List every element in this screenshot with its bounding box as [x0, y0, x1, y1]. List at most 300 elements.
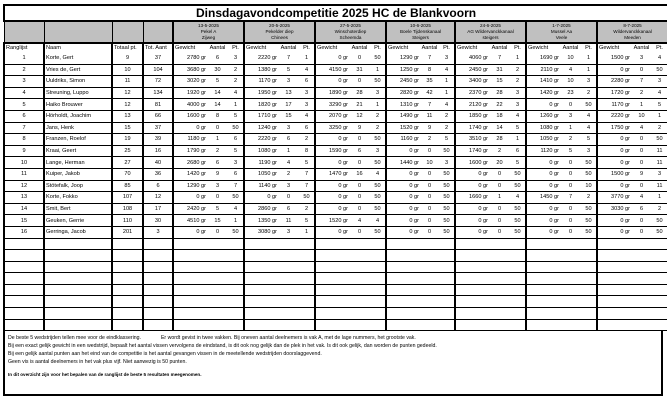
weight-cell: 0 gr	[455, 203, 489, 215]
weight-cell: 1180 gr	[173, 134, 207, 146]
weight-cell: 2220 gr	[244, 53, 278, 64]
points-cell: 50	[228, 226, 244, 238]
points-cell: 1	[510, 53, 526, 64]
empty-cell	[4, 284, 44, 296]
weight-cell: 1350 gr	[244, 215, 278, 227]
count-cell: 1	[278, 145, 299, 157]
points-cell: 50	[439, 180, 455, 192]
points-cell: 50	[370, 226, 386, 238]
table-row	[4, 122, 667, 134]
points-cell: 5	[299, 215, 315, 227]
weight-cell: 1050 gr	[526, 134, 560, 146]
table-row	[4, 64, 667, 76]
empty-cell	[44, 308, 112, 320]
total-count-cell: 3	[143, 226, 173, 238]
empty-cell	[455, 250, 526, 262]
weight-cell: 0 gr	[455, 180, 489, 192]
empty-cell	[4, 261, 44, 273]
empty-row	[4, 261, 667, 273]
points-cell: 3	[228, 53, 244, 64]
weight-cell: 1740 gr	[455, 145, 489, 157]
count-cell: 7	[278, 53, 299, 64]
count-cell: 6	[207, 53, 228, 64]
count-cell: 6	[631, 203, 652, 215]
col-name: Naam	[44, 43, 112, 53]
match-header	[173, 21, 244, 43]
weight-cell: 1720 gr	[597, 87, 631, 99]
empty-row	[4, 284, 667, 296]
match-date: 24-6-2025	[480, 23, 501, 28]
points-cell: 50	[299, 192, 315, 204]
weight-cell: 1490 gr	[386, 110, 420, 122]
points-cell: 50	[510, 226, 526, 238]
empty-cell	[143, 296, 173, 308]
weight-cell: 1740 gr	[455, 122, 489, 134]
weight-cell: 1420 gr	[526, 87, 560, 99]
points-cell: 5	[299, 157, 315, 169]
empty-cell	[173, 261, 244, 273]
col-weight: Gewicht	[597, 43, 631, 53]
points-cell: 50	[510, 215, 526, 227]
col-weight: Gewicht	[173, 43, 207, 53]
count-cell: 31	[489, 64, 510, 76]
col-count: Aantal	[631, 43, 652, 53]
count-cell: 3	[631, 53, 652, 64]
points-cell: 1	[370, 99, 386, 111]
points-cell: 1	[581, 64, 597, 76]
col-points: Pt.	[299, 43, 315, 53]
empty-cell	[44, 261, 112, 273]
note-best-five: De beste 5 wedstrijden tellen mee voor de eindklassering.	[8, 335, 141, 342]
rank-cell: 3	[4, 76, 44, 88]
points-cell: 50	[510, 180, 526, 192]
points-cell: 50	[581, 203, 597, 215]
points-cell: 2	[228, 76, 244, 88]
total-count-cell: 72	[143, 76, 173, 88]
points-cell: 1	[370, 64, 386, 76]
count-cell: 0	[349, 157, 370, 169]
match-location: Steigers	[412, 35, 429, 40]
match-location: steigers	[482, 35, 499, 40]
col-count: Aantal	[560, 43, 581, 53]
weight-cell: 0 gr	[173, 122, 207, 134]
rank-cell: 14	[4, 203, 44, 215]
weight-cell: 0 gr	[386, 226, 420, 238]
points-cell: 1	[510, 134, 526, 146]
count-cell: 0	[560, 203, 581, 215]
weight-cell: 3510 gr	[455, 134, 489, 146]
match-location: Winschoterdiep	[334, 29, 367, 34]
rank-cell: 8	[4, 134, 44, 146]
col-weight: Gewicht	[315, 43, 349, 53]
rank-cell: 15	[4, 215, 44, 227]
empty-row	[4, 319, 667, 331]
weight-cell: 0 gr	[315, 192, 349, 204]
weight-cell: 2420 gr	[173, 203, 207, 215]
points-cell: 3	[439, 157, 455, 169]
rank-cell: 12	[4, 180, 44, 192]
weight-cell: 1290 gr	[386, 53, 420, 64]
points-cell: 5	[439, 134, 455, 146]
points-cell: 50	[510, 203, 526, 215]
empty-cell	[173, 284, 244, 296]
table-row	[4, 53, 667, 64]
points-cell: 3	[581, 76, 597, 88]
match-location: Zijweg	[201, 35, 216, 40]
count-cell: 15	[278, 110, 299, 122]
points-cell: 50	[439, 215, 455, 227]
count-cell: 0	[349, 180, 370, 192]
empty-cell	[112, 261, 143, 273]
count-cell: 20	[489, 157, 510, 169]
weight-cell: 0 gr	[597, 64, 631, 76]
count-cell: 0	[631, 226, 652, 238]
empty-cell	[597, 273, 667, 285]
weight-cell: 0 gr	[597, 180, 631, 192]
empty-cell	[315, 296, 386, 308]
empty-cell	[526, 296, 597, 308]
count-cell: 14	[207, 99, 228, 111]
weight-cell: 0 gr	[315, 203, 349, 215]
col-points: Pt.	[228, 43, 244, 53]
points-cell: 50	[652, 215, 667, 227]
rank-cell: 9	[4, 145, 44, 157]
count-cell: 0	[207, 226, 228, 238]
empty-cell	[173, 308, 244, 320]
total-count-cell: 81	[143, 99, 173, 111]
weight-cell: 0 gr	[315, 134, 349, 146]
rank-cell: 11	[4, 168, 44, 180]
empty-cell	[112, 319, 143, 331]
col-total-count: Tot. Aant	[143, 43, 173, 53]
empty-cell	[112, 238, 143, 250]
count-cell: 3	[278, 76, 299, 88]
count-cell: 35	[420, 76, 439, 88]
points-cell: 50	[439, 168, 455, 180]
points-cell: 50	[439, 192, 455, 204]
points-cell: 1	[299, 53, 315, 64]
points-cell: 6	[299, 122, 315, 134]
weight-cell: 0 gr	[315, 53, 349, 64]
count-cell: 0	[420, 215, 439, 227]
weight-cell: 0 gr	[526, 157, 560, 169]
name-cell: Lange, Herman	[44, 157, 112, 169]
count-cell: 5	[207, 203, 228, 215]
points-cell: 11	[652, 145, 667, 157]
count-cell: 3	[560, 110, 581, 122]
col-weight: Gewicht	[386, 43, 420, 53]
total-count-cell: 134	[143, 87, 173, 99]
count-cell: 0	[349, 192, 370, 204]
points-cell: 4	[228, 203, 244, 215]
empty-cell	[44, 250, 112, 262]
empty-cell	[4, 296, 44, 308]
match-header	[386, 21, 455, 43]
empty-cell	[173, 296, 244, 308]
points-cell: 50	[370, 203, 386, 215]
weight-cell: 1600 gr	[455, 157, 489, 169]
empty-cell	[386, 238, 455, 250]
weight-cell: 1590 gr	[315, 145, 349, 157]
empty-row	[4, 308, 667, 320]
weight-cell: 0 gr	[173, 226, 207, 238]
match-location: Mussel Aa	[550, 29, 573, 34]
count-cell: 9	[420, 122, 439, 134]
empty-cell	[44, 284, 112, 296]
empty-cell	[4, 238, 44, 250]
name-cell: Uuldriks, Simon	[44, 76, 112, 88]
points-cell: 3	[510, 87, 526, 99]
points-cell: 2	[299, 203, 315, 215]
col-points: Pt.	[439, 43, 455, 53]
count-cell: 11	[420, 110, 439, 122]
points-cell: 5	[581, 134, 597, 146]
col-points: Pt.	[581, 43, 597, 53]
weight-cell: 1310 gr	[386, 99, 420, 111]
total-points-cell: 15	[112, 122, 143, 134]
total-points-cell: 25	[112, 145, 143, 157]
empty-cell	[244, 308, 315, 320]
points-cell: 50	[370, 180, 386, 192]
col-weight: Gewicht	[455, 43, 489, 53]
col-points: Pt.	[370, 43, 386, 53]
match-header	[526, 21, 597, 43]
match-date: 10-6-2025	[410, 23, 431, 28]
empty-cell	[44, 238, 112, 250]
weight-cell: 0 gr	[386, 215, 420, 227]
empty-row	[4, 273, 667, 285]
weight-cell: 0 gr	[173, 192, 207, 204]
weight-cell: 0 gr	[455, 168, 489, 180]
points-cell: 2	[228, 64, 244, 76]
count-cell: 0	[207, 192, 228, 204]
total-points-cell: 201	[112, 226, 143, 238]
col-count: Aantal	[421, 45, 438, 51]
table-row	[4, 76, 667, 88]
count-cell: 0	[631, 64, 652, 76]
empty-cell	[526, 250, 597, 262]
empty-cell	[173, 273, 244, 285]
points-cell: 3	[370, 87, 386, 99]
points-cell: 3	[228, 157, 244, 169]
points-cell: 3	[652, 76, 667, 88]
empty-cell	[244, 284, 315, 296]
count-cell: 1	[489, 192, 510, 204]
weight-cell: 1750 gr	[597, 122, 631, 134]
total-count-cell: 37	[143, 122, 173, 134]
weight-cell: 1050 gr	[244, 168, 278, 180]
weight-cell: 0 gr	[597, 145, 631, 157]
count-cell: 9	[631, 168, 652, 180]
weight-cell: 1440 gr	[386, 157, 420, 169]
note-no-fish: Geen vis is aantal deelnemers in het vak plus vijf. Niet aanwezig is 50 punten.	[8, 359, 187, 366]
empty-cell	[386, 308, 455, 320]
column-header-row	[4, 43, 667, 53]
rank-cell: 7	[4, 122, 44, 134]
empty-cell	[315, 308, 386, 320]
header-blank	[143, 21, 173, 43]
match-header	[315, 21, 386, 43]
points-cell: 50	[439, 145, 455, 157]
count-cell: 0	[207, 122, 228, 134]
empty-cell	[4, 319, 44, 331]
empty-cell	[143, 273, 173, 285]
weight-cell: 0 gr	[597, 134, 631, 146]
points-cell: 50	[228, 192, 244, 204]
name-cell: Geuken, Gerrie	[44, 215, 112, 227]
weight-cell: 2680 gr	[173, 157, 207, 169]
weight-cell: 3030 gr	[597, 203, 631, 215]
count-cell: 30	[207, 64, 228, 76]
count-cell: 14	[489, 122, 510, 134]
weight-cell: 1170 gr	[597, 99, 631, 111]
weight-cell: 1260 gr	[526, 110, 560, 122]
col-weight: Gewicht	[526, 43, 560, 53]
total-count-cell: 66	[143, 110, 173, 122]
weight-cell: 2220 gr	[597, 110, 631, 122]
points-cell: 4	[439, 99, 455, 111]
header-blank	[4, 21, 44, 43]
weight-cell: 2860 gr	[244, 203, 278, 215]
points-cell: 3	[581, 145, 597, 157]
total-points-cell: 70	[112, 168, 143, 180]
count-cell: 0	[349, 226, 370, 238]
points-cell: 4	[652, 87, 667, 99]
empty-cell	[597, 296, 667, 308]
table-row	[4, 157, 667, 169]
match-location: Meeden	[624, 35, 641, 40]
match-header-row	[4, 21, 667, 43]
note-footer: In dit overzicht zijn voor het bepalen van de ranglijst de beste 5 resultaten meegenomen.	[8, 372, 202, 378]
points-cell: 50	[581, 157, 597, 169]
points-cell: 4	[652, 53, 667, 64]
points-cell: 3	[299, 87, 315, 99]
count-cell: 7	[489, 53, 510, 64]
points-cell: 4	[510, 192, 526, 204]
weight-cell: 1170 gr	[244, 76, 278, 88]
count-cell: 12	[349, 110, 370, 122]
points-cell: 50	[370, 134, 386, 146]
weight-cell: 1470 gr	[315, 168, 349, 180]
points-cell: 7	[299, 168, 315, 180]
name-cell: Kraai, Geert	[44, 145, 112, 157]
weight-cell: 4060 gr	[455, 53, 489, 64]
total-points-cell: 11	[112, 76, 143, 88]
count-cell: 0	[349, 203, 370, 215]
weight-cell: 0 gr	[455, 215, 489, 227]
count-cell: 5	[207, 76, 228, 88]
empty-cell	[244, 250, 315, 262]
match-location: Pekelder diep	[265, 29, 294, 34]
empty-cell	[455, 273, 526, 285]
weight-cell: 1160 gr	[386, 134, 420, 146]
table-row	[4, 215, 667, 227]
count-cell: 7	[420, 99, 439, 111]
weight-cell: 2120 gr	[455, 99, 489, 111]
empty-cell	[386, 261, 455, 273]
count-cell: 2	[420, 134, 439, 146]
header-blank	[112, 21, 143, 43]
empty-cell	[112, 284, 143, 296]
empty-cell	[244, 238, 315, 250]
weight-cell: 0 gr	[597, 215, 631, 227]
points-cell: 7	[228, 180, 244, 192]
points-cell: 1	[652, 192, 667, 204]
weight-cell: 2780 gr	[173, 53, 207, 64]
count-cell: 0	[631, 145, 652, 157]
total-count-cell: 30	[143, 215, 173, 227]
empty-cell	[4, 273, 44, 285]
weight-cell: 0 gr	[455, 226, 489, 238]
weight-cell: 0 gr	[526, 180, 560, 192]
empty-cell	[455, 284, 526, 296]
count-cell: 0	[560, 226, 581, 238]
weight-cell: 1500 gr	[597, 168, 631, 180]
weight-cell: 1520 gr	[315, 215, 349, 227]
points-cell: 8	[299, 145, 315, 157]
weight-cell: 0 gr	[526, 215, 560, 227]
count-cell: 42	[420, 87, 439, 99]
points-cell: 50	[370, 192, 386, 204]
weight-cell: 1710 gr	[244, 110, 278, 122]
count-cell: 0	[560, 157, 581, 169]
count-cell: 3	[278, 226, 299, 238]
count-cell: 0	[420, 192, 439, 204]
weight-cell: 4000 gr	[173, 99, 207, 111]
weight-cell: 2450 gr	[386, 76, 420, 88]
name-cell: Kuiper, Jakob	[44, 168, 112, 180]
total-points-cell: 10	[112, 64, 143, 76]
count-cell: 0	[489, 168, 510, 180]
empty-cell	[597, 319, 667, 331]
standings-table	[3, 4, 667, 331]
points-cell: 5	[510, 157, 526, 169]
total-points-cell: 12	[112, 99, 143, 111]
weight-cell: 1410 gr	[526, 76, 560, 88]
empty-cell	[386, 250, 455, 262]
points-cell: 2	[652, 122, 667, 134]
match-header	[244, 21, 315, 43]
table-row	[4, 203, 667, 215]
weight-cell: 1950 gr	[244, 87, 278, 99]
col-count: Aantal	[278, 43, 299, 53]
count-cell: 7	[560, 192, 581, 204]
weight-cell: 2280 gr	[597, 76, 631, 88]
match-date: 1-7-2025	[552, 23, 571, 28]
count-cell: 2	[631, 87, 652, 99]
count-cell: 0	[560, 99, 581, 111]
count-cell: 3	[278, 122, 299, 134]
weight-cell: 0 gr	[526, 203, 560, 215]
points-cell: 2	[510, 64, 526, 76]
count-cell: 22	[489, 99, 510, 111]
count-cell: 1	[631, 99, 652, 111]
weight-cell: 0 gr	[386, 192, 420, 204]
match-date: 27-5-2025	[340, 23, 361, 28]
points-cell: 2	[439, 110, 455, 122]
match-header	[455, 21, 526, 43]
total-count-cell: 39	[143, 134, 173, 146]
empty-cell	[315, 261, 386, 273]
weight-cell: 0 gr	[386, 168, 420, 180]
empty-cell	[315, 284, 386, 296]
points-cell: 50	[439, 203, 455, 215]
weight-cell: 1080 gr	[244, 145, 278, 157]
count-cell: 10	[560, 53, 581, 64]
count-cell: 7	[631, 76, 652, 88]
count-cell: 0	[349, 53, 370, 64]
points-cell: 2	[652, 203, 667, 215]
